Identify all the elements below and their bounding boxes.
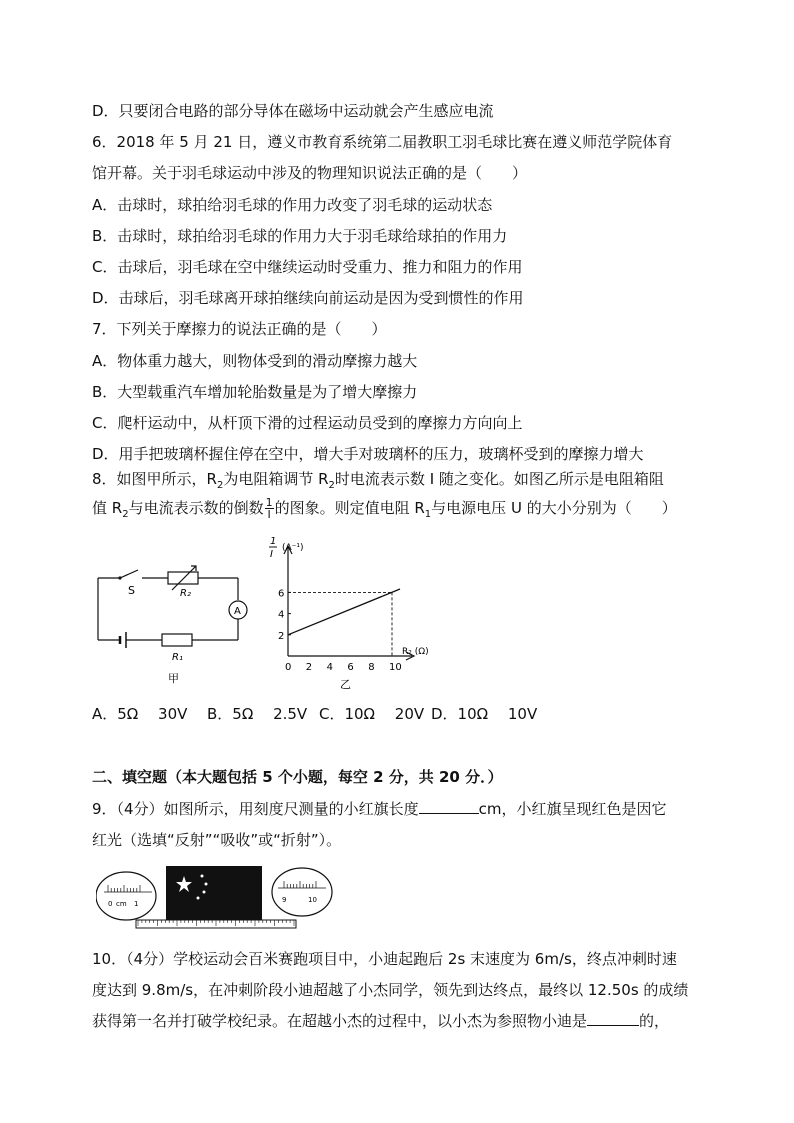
q8-stem-line2: 值 $R_2$与电流表示数的倒数 $\frac{1}{I}$ 的图象。则定值电阻 $R_1$与电源电压 U 的大小分别为（ ） — [92, 496, 677, 521]
q8-option-b: B．5Ω 2.5V — [207, 705, 308, 723]
magnifier-left — [96, 872, 156, 920]
graph-figure — [262, 534, 442, 694]
x-axis-label: R₂ (Ω) — [402, 647, 429, 657]
q9-stem-line2: 红光（选填“反射”“吸收”或“折射”）。 — [92, 831, 342, 849]
series-line — [288, 589, 400, 635]
q7-option-c: C．爬杆运动中，从杆顶下滑的过程运动员受到的摩擦力方向向上 — [92, 414, 523, 432]
ruler-flag-figure — [96, 862, 336, 932]
q7-option-a: A．物体重力越大，则物体受到的滑动摩擦力越大 — [92, 352, 418, 370]
q8-option-a: A．5Ω 30V — [92, 705, 188, 723]
y-tick-label-2: 2 — [278, 630, 285, 642]
y-tick-label-4: 4 — [278, 609, 285, 621]
q9-stem-line1: 9．（4分）如图所示，用刻度尺测量的小红旗长度 cm，小红旗呈现红色是因它 — [92, 800, 667, 818]
circuit-diagram — [92, 560, 252, 690]
ruler-right-tick-10: 10 — [308, 896, 317, 904]
ruler-left-tick-0: 0 — [108, 900, 113, 908]
ammeter-label: A — [234, 606, 241, 617]
q6-option-a: A．击球时，球拍给羽毛球的作用力改变了羽毛球的运动状态 — [92, 196, 493, 214]
q6-option-b: B．击球时，球拍给羽毛球的作用力大于羽毛球给球拍的作用力 — [92, 227, 508, 245]
q6-stem-line2: 馆开幕。关于羽毛球运动中涉及的物理知识说法正确的是（ ） — [92, 164, 528, 182]
x-tick-label-2: 2 — [305, 662, 313, 673]
x-tick-label-10: 10 — [389, 662, 402, 673]
resistor-label: R₁ — [172, 652, 183, 663]
ruler-left-tick-1: 1 — [134, 900, 139, 908]
red-flag — [166, 866, 262, 924]
figure-caption-jia: 甲 — [168, 672, 179, 685]
figure-caption-yi: 乙 — [340, 678, 351, 691]
q8-option-c: C．10Ω 20V — [319, 705, 425, 723]
q5-option-d: D．只要闭合电路的部分导体在磁场中运动就会产生感应电流 — [92, 102, 494, 120]
q9-blank-1[interactable] — [419, 798, 479, 814]
x-tick-label-0: 0 — [285, 662, 292, 673]
x-tick-label-8: 8 — [368, 662, 375, 673]
q6-option-d: D．击球后，羽毛球离开球拍继续向前运动是因为受到惯性的作用 — [92, 289, 524, 307]
q8-stem-line1: 8．如图甲所示，$R_2$为电阻箱调节 $R_2$时电流表示数 I 随之变化。如图乙所示是电阻箱阻 — [92, 470, 664, 491]
section-2-heading: 二、填空题（本大题包括 5 个小题，每空 2 分，共 20 分．） — [92, 768, 503, 786]
q10-stem-line1: 10．（4分）学校运动会百米赛跑项目中，小迪起跑后 2s 末速度为 6m/s，终点冲刺时速 — [92, 950, 677, 968]
y-tick-label-6: 6 — [278, 588, 285, 600]
resistor-icon — [162, 634, 192, 646]
q7-stem: 7．下列关于摩擦力的说法正确的是（ ） — [92, 320, 387, 338]
magnifier-right — [272, 868, 332, 916]
q6-option-c: C．击球后，羽毛球在空中继续运动时受重力、推力和阻力的作用 — [92, 258, 523, 276]
q8-option-d: D．10Ω 10V — [431, 705, 538, 723]
y-label-num: 1 — [270, 536, 277, 547]
x-tick-label-6: 6 — [347, 662, 354, 673]
q10-stem-line3: 获得第一名并打破学校纪录。在超越小杰的过程中，以小杰为参照物小迪是 的， — [92, 1012, 670, 1030]
q7-option-d: D．用手把玻璃杯握住停在空中，增大手对玻璃杯的压力，玻璃杯受到的摩擦力增大 — [92, 445, 644, 463]
rheostat-icon — [168, 572, 198, 584]
switch-blade — [120, 570, 138, 578]
y-unit: (A⁻¹) — [282, 543, 304, 553]
x-tick-label-4: 4 — [326, 662, 333, 673]
fraction-one-over-i: $\frac{1}{I}$ — [265, 496, 273, 521]
rheostat-label: R₂ — [180, 588, 191, 599]
ruler-right-tick-9: 9 — [282, 896, 287, 904]
q6-stem-line1: 6．2018 年 5 月 21 日，遵义市教育系统第二届教职工羽毛球比赛在遵义师范学院体育 — [92, 133, 673, 151]
switch-label: S — [128, 584, 135, 597]
q8-options — [92, 703, 537, 725]
y-label-den: I — [270, 549, 273, 560]
q10-stem-line2: 度达到 9.8m/s，在冲刺阶段小迪超越了小杰同学，领先到达终点，最终以 12.50s 的成绩 — [92, 981, 689, 999]
q10-blank-1[interactable] — [587, 1010, 639, 1026]
q7-option-b: B．大型载重汽车增加轮胎数量是为了增大摩擦力 — [92, 383, 418, 401]
ruler-left-unit: cm — [116, 900, 127, 908]
